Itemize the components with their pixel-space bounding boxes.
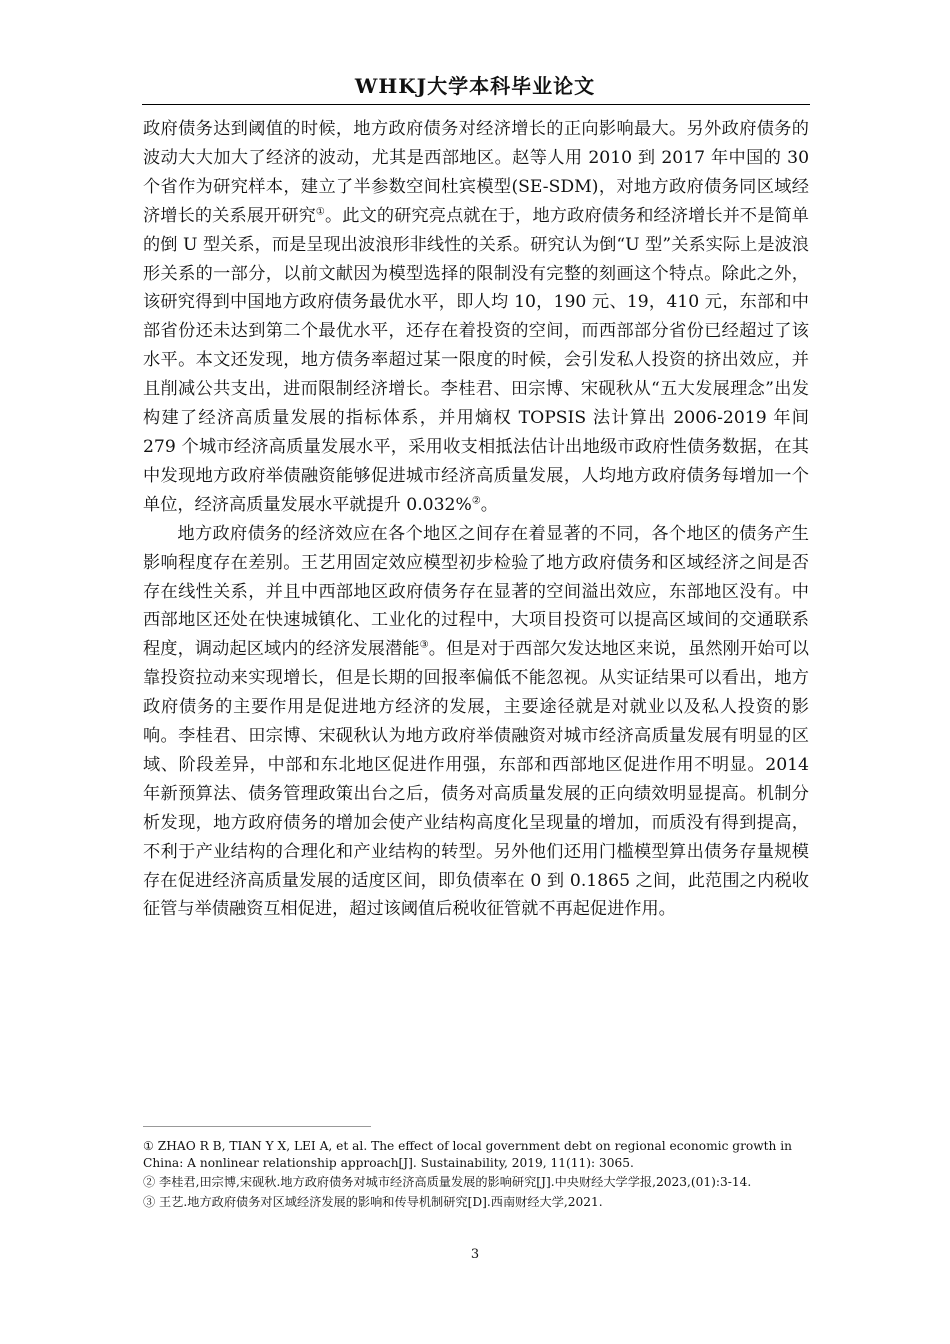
paragraph-1-text-c: 。 <box>480 494 498 515</box>
footnote-2: ② 李桂君,田宗博,宋砚秋.地方政府债务对城市经济高质量发展的影响研究[J].中央财经大学学报,2023,(01):3-14. <box>143 1175 752 1190</box>
paragraph-1-text-a: 政府债务达到阈值的时候，地方政府债务对经济增长的正向影响最大。另外政府债务的波动大大加大了经济的波动，尤其是西部地区。赵等人用 2010 到 2017 年中国的 30 个省作为研究样本，建立了半参数空间杜宾模型(SE-SDM)，对地方政府债务同区域经济增长的关系展开研究 <box>143 119 809 226</box>
footnote-ref-1[interactable]: ① <box>315 205 325 217</box>
footnote-ref-3[interactable]: ③ <box>419 639 429 651</box>
paragraph-1 <box>143 115 809 520</box>
paragraph-2 <box>143 520 809 925</box>
footnotes <box>143 1138 809 1213</box>
footnote-1: ① ZHAO R B, TIAN Y X, LEI A, et al. The effect of local government debt on regional economic growth in China: A nonlinear relationship approach[J]. Sustainability, 2019, 11(11): 3065. <box>143 1139 793 1171</box>
header-divider <box>142 104 810 105</box>
paragraph-2-text-b: 。但是对于西部欠发达地区来说，虽然刚开始可以靠投资拉动来实现增长，但是长期的回报率偏低不能忽视。从实证结果可以看出，地方政府债务的主要作用是促进地方经济的发展，主要途径就是对就业以及私人投资的影响。李桂君、田宗博、宋砚秋认为地方政府举债融资对城市经济高质量发展有明显的区域、阶段差异，中部和东北地区促进作用强，东部和西部地区促进作用不明显。2014 年新预算法、债务管理政策出台之后，债务对高质量发展的正向绩效明显提高。机制分析发现，地方政府债务的增加会使产业结构高度化呈现量的增加，而质没有得到提高，不利于产业结构的合理化和产业结构的转型。另外他们还用门槛模型算出债务存量规模存在促进经济高质量发展的适度区间，即负债率在 0 到 0.1865 之间，此范围之内税收征管与举债融资互相促进，超过该阈值后税收征管就不再起促进作用。 <box>143 639 809 920</box>
paragraph-1-text-b: 。此文的研究亮点就在于，地方政府债务和经济增长并不是简单的倒 U 型关系，而是呈现出波浪形非线性的关系。研究认为倒“U 型”关系实际上是波浪形关系的一部分，以前文献因为模型选择的限制没有完整的刻画这个特点。除此之外，该研究得到中国地方政府债务最优水平，即人均 10，190 元、19，410 元，东部和中部省份还未达到第二个最优水平，还存在着投资的空间，而西部部分省份已经超过了该水平。本文还发现，地方债务率超过某一限度的时候，会引发私人投资的挤出效应，并且削减公共支出，进而限制经济增长。李桂君、田宗博、宋砚秋从“五大发展理念”出发构建了经济高质量发展的指标体系，并用熵权 TOPSIS 法计算出 2006-2019 年间 279 个城市经济高质量发展水平，采用收支相抵法估计出地级市政府性债务数据，在其中发现地方政府举债融资能够促进城市经济高质量发展，人均地方政府债务每增加一个单位，经济高质量发展水平就提升 0.032% <box>143 205 809 515</box>
page-number: 3 <box>470 1247 480 1262</box>
footnote-3: ③ 王艺.地方政府债务对区域经济发展的影响和传导机制研究[D].西南财经大学,2021. <box>143 1194 603 1209</box>
footnote-ref-2[interactable]: ② <box>471 495 481 507</box>
main-text <box>143 115 809 924</box>
page-header: WHKJ大学本科毕业论文 <box>354 74 596 98</box>
paragraph-2-text-a: 地方政府债务的经济效应在各个地区之间存在着显著的不同，各个地区的债务产生影响程度存在差别。王艺用固定效应模型初步检验了地方政府债务和区域经济之间是否存在线性关系，并且中西部地区政府债务存在显著的空间溢出效应，东部地区没有。中西部地区还处在快速城镇化、工业化的过程中，大项目投资可以提高区域间的交通联系程度，调动起区域内的经济发展潜能 <box>143 523 809 660</box>
footnote-divider <box>143 1126 371 1127</box>
